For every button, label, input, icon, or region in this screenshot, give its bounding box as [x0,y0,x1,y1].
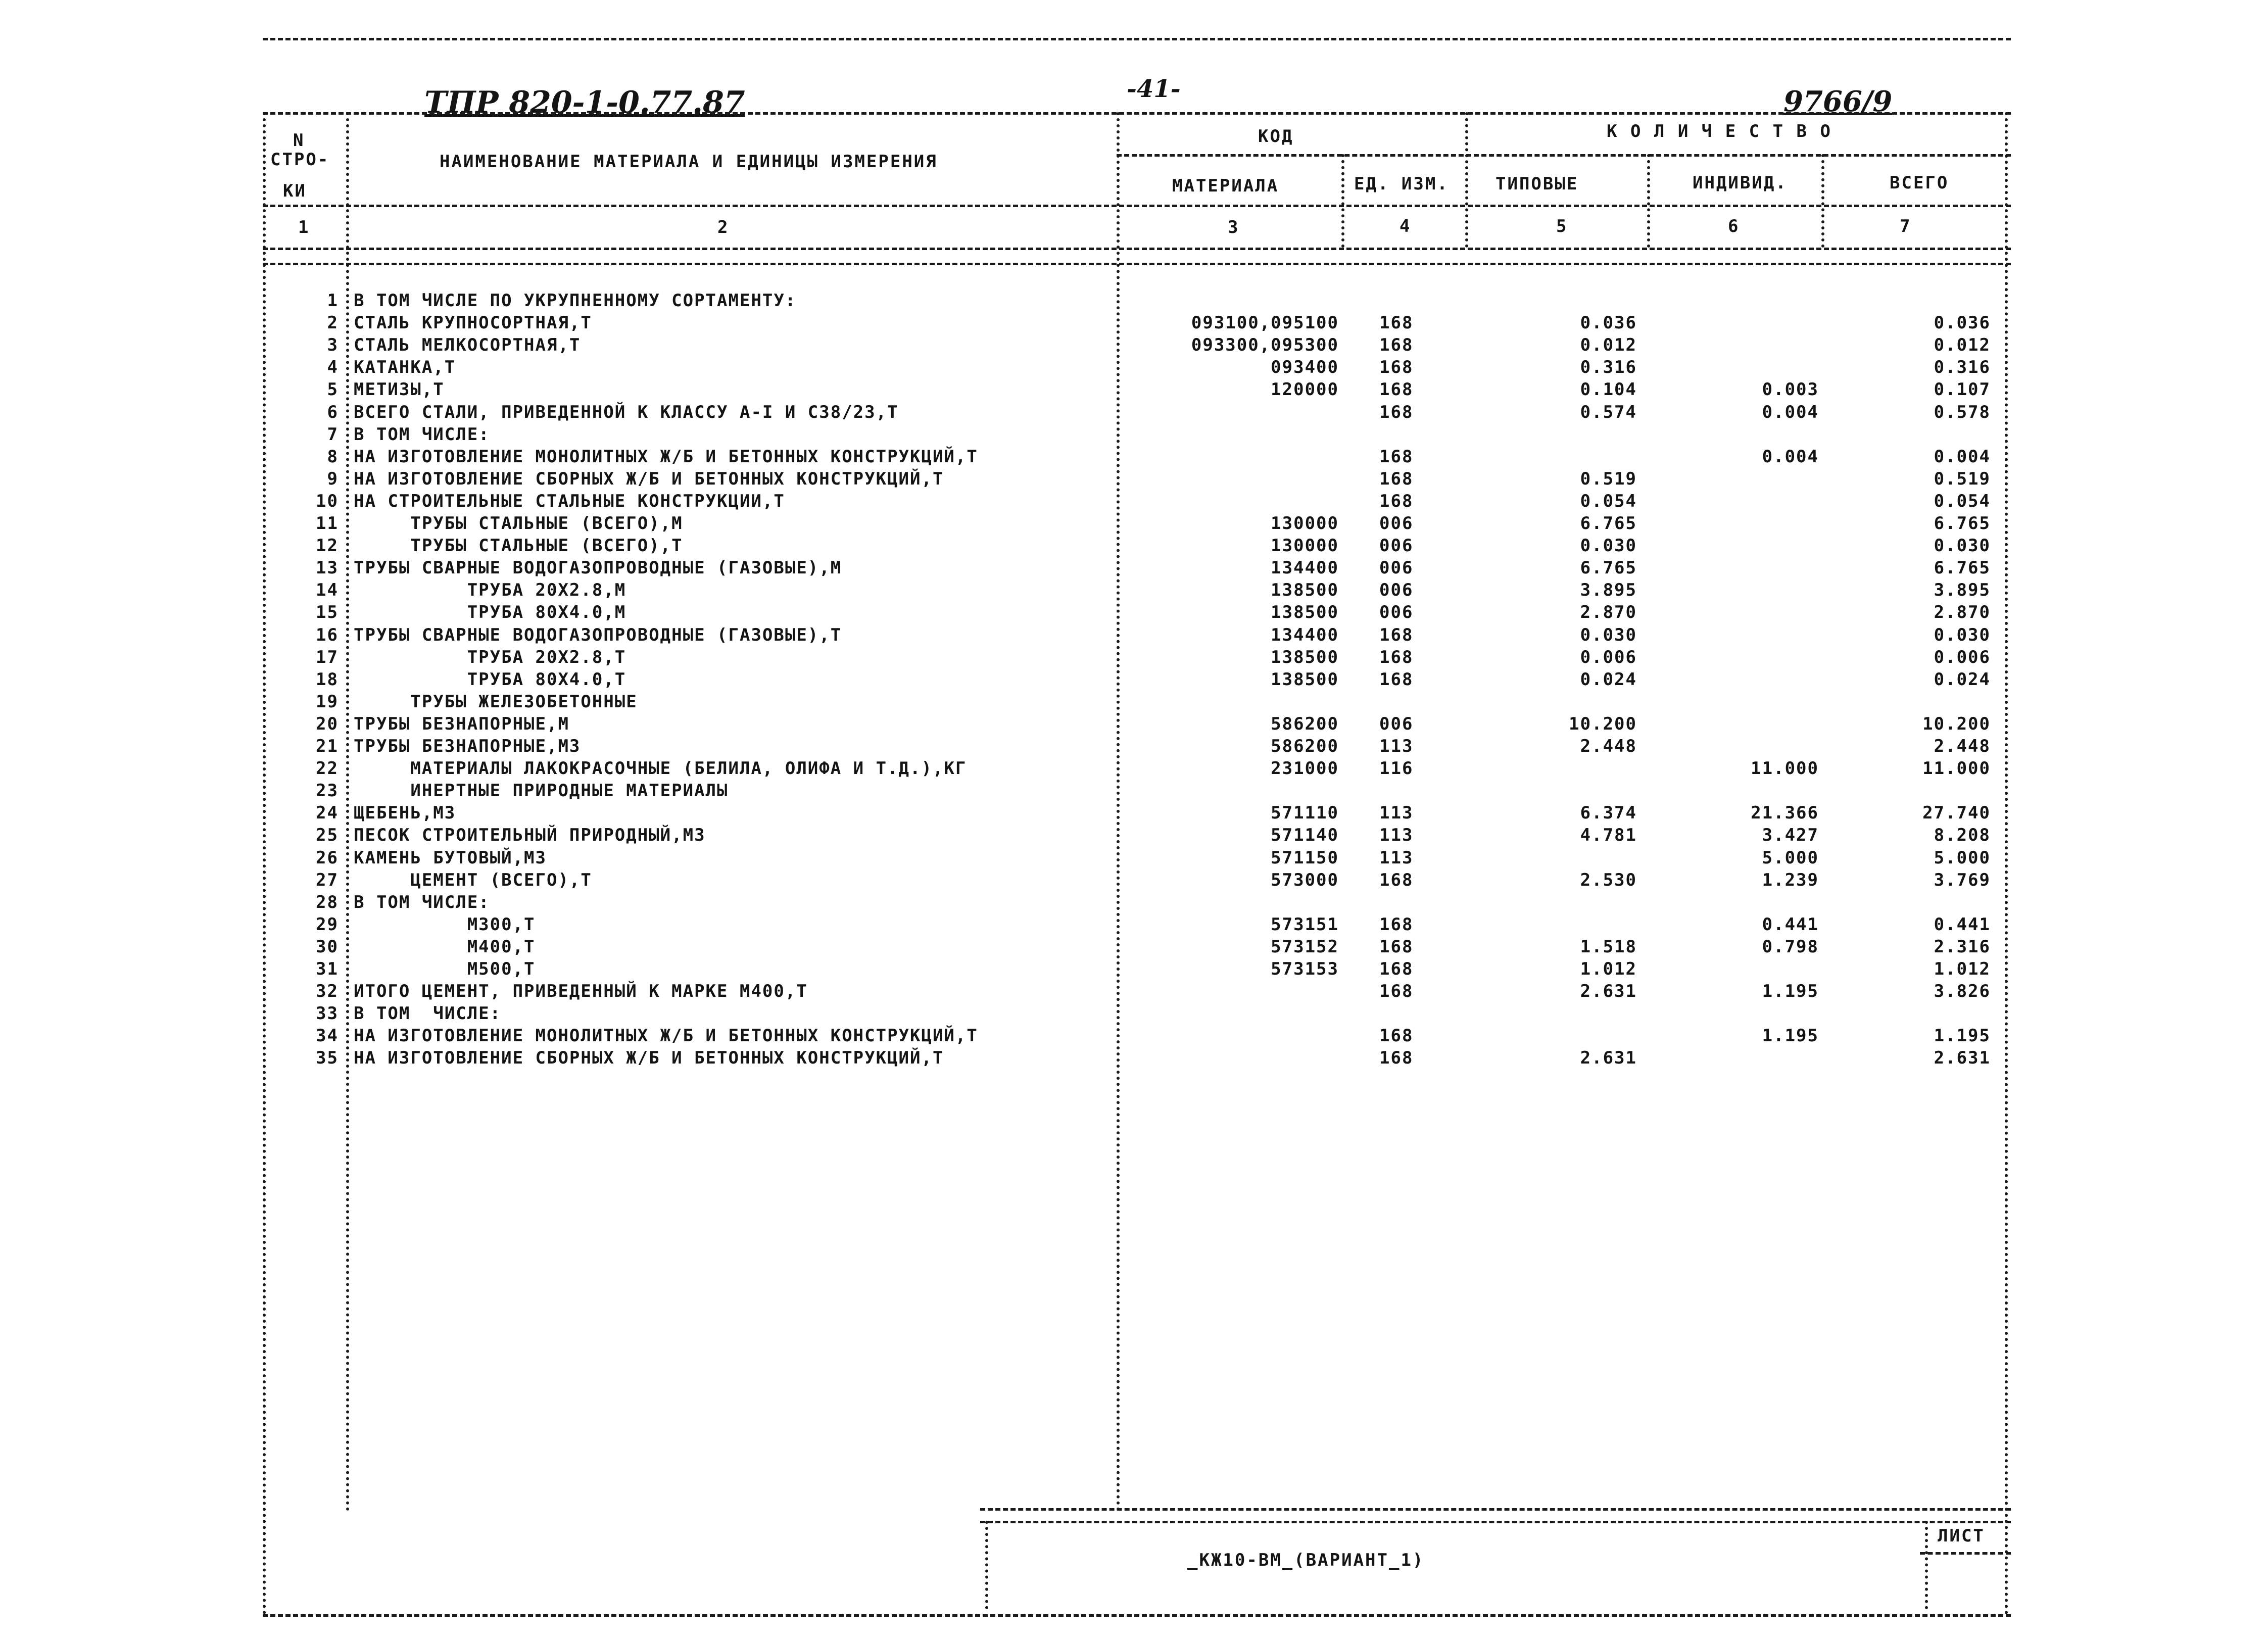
material-name: ТРУБА 80Х4.0,Т [354,669,626,690]
table-row [0,714,2268,736]
stamp-top-border [980,1508,2011,1511]
sheet-label: ЛИСТ [1938,1526,1985,1546]
unit-quantity-divider [1465,112,1468,248]
colnum-1: 1 [298,217,309,237]
material-code: 571110 [1271,803,1339,824]
table-row [0,291,2268,313]
table-row [0,536,2268,558]
material-code: 093300,095300 [1191,335,1339,356]
total-quantity: 3.826 [1934,981,1991,1002]
unit-code: 168 [1379,1048,1414,1069]
unit-code: 006 [1379,558,1414,578]
colnum-3: 3 [1228,217,1238,237]
table-row [0,669,2268,692]
table-row [0,625,2268,647]
typical-quantity: 0.030 [1580,536,1637,556]
table-row [0,1048,2268,1070]
total-quantity: 0.519 [1934,468,1991,489]
table-row [0,937,2268,959]
table-row [0,424,2268,447]
total-quantity: 27.740 [1922,803,1991,824]
typical-quantity: 2.530 [1580,870,1637,890]
total-quantity: 2.448 [1934,736,1991,756]
unit-code: 168 [1379,446,1414,467]
material-name: МАТЕРИАЛЫ ЛАКОКРАСОЧНЫЕ (БЕЛИЛА, ОЛИФА И Т.Д.),КГ [354,758,967,779]
material-name: В ТОМ ЧИСЛЕ: [354,424,490,445]
table-row [0,580,2268,602]
total-quantity: 0.316 [1934,357,1991,378]
unit-code: 168 [1379,491,1414,511]
table-row [0,848,2268,870]
row-number: 28 [316,892,339,912]
row-number: 12 [316,536,339,556]
unit-code: 168 [1379,335,1414,356]
page-number: -41- [1127,75,1181,103]
total-quantity: 2.316 [1934,936,1991,957]
table-row [0,357,2268,379]
row-number: 14 [316,580,339,601]
material-code: 138500 [1271,602,1339,623]
total-quantity: 0.054 [1934,491,1991,511]
table-row [0,981,2268,1003]
total-quantity: 1.012 [1934,959,1991,979]
material-code: 573000 [1271,870,1339,890]
material-code: 573151 [1271,914,1339,935]
material-code: 093100,095100 [1191,313,1339,333]
table-row [0,513,2268,536]
row-number: 20 [316,713,339,734]
typical-quantity: 1.012 [1580,959,1637,979]
row-number: 30 [316,936,339,957]
material-name: ТРУБА 20Х2.8,М [354,580,626,601]
typical-quantity: 0.519 [1580,468,1637,489]
material-code: 120000 [1271,379,1339,400]
row-number: 25 [316,825,339,846]
body-top-border [263,263,2011,265]
unit-code: 113 [1379,736,1414,756]
typical-quantity: 2.448 [1580,736,1637,756]
material-name: ТРУБЫ СВАРНЫЕ ВОДОГАЗОПРОВОДНЫЕ (ГАЗОВЫЕ),М [354,558,842,578]
typ-ind-divider [1647,154,1650,248]
typical-quantity: 0.104 [1580,379,1637,400]
total-quantity: 3.895 [1934,580,1991,601]
material-name: М500,Т [354,959,536,979]
individual-quantity: 0.003 [1762,379,1819,400]
total-quantity: 6.765 [1934,513,1991,534]
row-number: 17 [316,647,339,667]
total-quantity: 0.012 [1934,335,1991,356]
table-row [0,402,2268,424]
material-name: М400,Т [354,936,536,957]
individual-quantity: 5.000 [1762,847,1819,868]
row-number: 7 [327,424,339,445]
total-quantity: 3.769 [1934,870,1991,890]
material-name: СТАЛЬ КРУПНОСОРТНАЯ,Т [354,313,592,333]
header-code-material: МАТЕРИАЛА [1172,176,1279,196]
row-number: 9 [327,468,339,489]
material-name: НА ИЗГОТОВЛЕНИЕ СБОРНЫХ Ж/Б И БЕТОННЫХ КОНСТРУКЦИЙ,Т [354,468,944,489]
material-code: 586200 [1271,736,1339,756]
material-code: 130000 [1271,536,1339,556]
unit-code: 168 [1379,870,1414,890]
individual-quantity: 0.441 [1762,914,1819,935]
unit-code: 168 [1379,959,1414,979]
material-name: ЦЕМЕНТ (ВСЕГО),Т [354,870,592,890]
row-number: 29 [316,914,339,935]
typical-quantity: 6.765 [1580,558,1637,578]
total-quantity: 0.030 [1934,624,1991,645]
table-row [0,803,2268,825]
material-name: ИНЕРТНЫЕ ПРИРОДНЫЕ МАТЕРИАЛЫ [354,781,729,801]
row-number: 33 [316,1003,339,1024]
material-code: 138500 [1271,647,1339,667]
row-number: 34 [316,1026,339,1046]
table-row [0,313,2268,335]
table-row [0,379,2268,402]
typical-quantity: 0.006 [1580,647,1637,667]
material-name: ВСЕГО СТАЛИ, ПРИВЕДЕННОЙ К КЛАССУ А-I И С38/23,Т [354,402,899,422]
header-code-unit: ЕД. ИЗМ. [1354,174,1449,194]
unit-code: 168 [1379,914,1414,935]
material-code: 138500 [1271,580,1339,601]
row-number: 26 [316,847,339,868]
row-number: 15 [316,602,339,623]
typical-quantity: 6.765 [1580,513,1637,534]
unit-code: 006 [1379,713,1414,734]
material-name: В ТОМ ЧИСЛЕ ПО УКРУПНЕННОМУ СОРТАМЕНТУ: [354,291,797,311]
individual-quantity: 0.798 [1762,936,1819,957]
individual-quantity: 3.427 [1762,825,1819,846]
total-quantity: 2.870 [1934,602,1991,623]
row-number: 13 [316,558,339,578]
table-row [0,914,2268,937]
individual-quantity: 1.195 [1762,1026,1819,1046]
unit-code: 168 [1379,468,1414,489]
sheet-box-divider [1920,1552,2011,1555]
colnum-4: 4 [1400,216,1410,236]
material-name: МЕТИЗЫ,Т [354,379,445,400]
typical-quantity: 0.024 [1580,669,1637,690]
total-quantity: 1.195 [1934,1026,1991,1046]
typical-quantity: 0.036 [1580,313,1637,333]
unit-code: 006 [1379,536,1414,556]
material-code: 134400 [1271,558,1339,578]
unit-code: 168 [1379,647,1414,667]
typical-quantity: 6.374 [1580,803,1637,824]
code-unit-divider [1341,154,1344,248]
material-name: ПЕСОК СТРОИТЕЛЬНЫЙ ПРИРОДНЫЙ,М3 [354,825,706,846]
typical-quantity: 1.518 [1580,936,1637,957]
table-row [0,558,2268,580]
material-code: 138500 [1271,669,1339,690]
header-rownum-line3: КИ [283,181,307,201]
material-name: ЩЕБЕНЬ,М3 [354,803,456,824]
row-number: 8 [327,446,339,467]
document-code: ТПР 820-1-0.77.87 [424,85,745,120]
total-quantity: 0.578 [1934,402,1991,422]
header-typical: ТИПОВЫЕ [1495,174,1579,194]
row-number: 32 [316,981,339,1002]
row-number: 19 [316,691,339,712]
material-name: ТРУБЫ БЕЗНАПОРНЫЕ,М3 [354,736,581,756]
unit-code: 168 [1379,379,1414,400]
table-bottom-border [263,1614,2011,1617]
header-quantity: К О Л И Ч Е С Т В О [1607,121,1832,141]
individual-quantity: 1.195 [1762,981,1819,1002]
sheet-reference: 9766/9 [1783,85,1893,118]
table-row [0,870,2268,892]
table-row [0,1003,2268,1026]
material-name: ТРУБЫ ЖЕЛЕЗОБЕТОННЫЕ [354,691,638,712]
total-quantity: 11.000 [1922,758,1991,779]
material-code: 571140 [1271,825,1339,846]
total-quantity: 0.107 [1934,379,1991,400]
row-number: 1 [327,291,339,311]
typical-quantity: 0.054 [1580,491,1637,511]
colnum-5: 5 [1556,216,1567,236]
typical-quantity: 2.870 [1580,602,1637,623]
table-row [0,959,2268,981]
total-quantity: 0.024 [1934,669,1991,690]
colnum-2: 2 [717,217,728,237]
colnum-6: 6 [1728,216,1739,236]
header-divider-2 [263,205,2011,207]
typical-quantity: 2.631 [1580,1048,1637,1069]
row-number: 6 [327,402,339,422]
material-code: 231000 [1271,758,1339,779]
header-divider-1 [1117,154,2011,157]
row-number: 4 [327,357,339,378]
table-row [0,692,2268,714]
top-scan-line [263,38,2011,40]
material-name: КАМЕНЬ БУТОВЫЙ,М3 [354,847,547,868]
material-code: 573153 [1271,959,1339,979]
row-number: 10 [316,491,339,511]
row-number: 31 [316,959,339,979]
sheet-box-left-border [1925,1521,1928,1609]
material-name: НА СТРОИТЕЛЬНЫЕ СТАЛЬНЫЕ КОНСТРУКЦИИ,Т [354,491,785,511]
row-number: 16 [316,624,339,645]
table-row [0,781,2268,803]
row-number: 2 [327,313,339,333]
individual-quantity: 1.239 [1762,870,1819,890]
typical-quantity: 4.781 [1580,825,1637,846]
unit-code: 168 [1379,981,1414,1002]
header-total: ВСЕГО [1890,173,1949,193]
row-number: 3 [327,335,339,356]
stamp-inner-border [980,1521,2011,1523]
total-quantity: 10.200 [1922,713,1991,734]
material-name: М300,Т [354,914,536,935]
material-name: В ТОМ ЧИСЛЕ: [354,892,490,912]
table-row [0,892,2268,914]
unit-code: 168 [1379,402,1414,422]
unit-code: 006 [1379,513,1414,534]
table-row [0,736,2268,758]
typical-quantity: 10.200 [1569,713,1637,734]
unit-code: 168 [1379,357,1414,378]
total-quantity: 0.004 [1934,446,1991,467]
table-row [0,447,2268,469]
header-rownum-line2: СТРО- [270,150,330,170]
colnum-7: 7 [1900,216,1910,236]
typical-quantity: 3.895 [1580,580,1637,601]
row-number: 21 [316,736,339,756]
material-name: НА ИЗГОТОВЛЕНИЕ МОНОЛИТНЫХ Ж/Б И БЕТОННЫХ КОНСТРУКЦИЙ,Т [354,446,978,467]
unit-code: 113 [1379,825,1414,846]
total-quantity: 5.000 [1934,847,1991,868]
total-quantity: 0.030 [1934,536,1991,556]
unit-code: 116 [1379,758,1414,779]
unit-code: 113 [1379,847,1414,868]
total-quantity: 0.036 [1934,313,1991,333]
total-quantity: 0.006 [1934,647,1991,667]
row-number: 18 [316,669,339,690]
typical-quantity: 0.030 [1580,624,1637,645]
material-code: 093400 [1271,357,1339,378]
unit-code: 006 [1379,602,1414,623]
total-quantity: 0.441 [1934,914,1991,935]
material-name: ТРУБЫ СВАРНЫЕ ВОДОГАЗОПРОВОДНЫЕ (ГАЗОВЫЕ),Т [354,624,842,645]
material-name: ТРУБЫ БЕЗНАПОРНЫЕ,М [354,713,569,734]
ind-total-divider [1821,154,1824,248]
row-number: 5 [327,379,339,400]
individual-quantity: 21.366 [1751,803,1819,824]
material-code: 573152 [1271,936,1339,957]
row-number: 24 [316,803,339,824]
table-row [0,758,2268,781]
unit-code: 168 [1379,1026,1414,1046]
material-name: ТРУБА 80Х4.0,М [354,602,626,623]
header-material-name: НАИМЕНОВАНИЕ МАТЕРИАЛА И ЕДИНИЦЫ ИЗМЕРЕНИЯ [440,152,938,172]
typical-quantity: 2.631 [1580,981,1637,1002]
individual-quantity: 0.004 [1762,402,1819,422]
row-number: 35 [316,1048,339,1069]
material-name: СТАЛЬ МЕЛКОСОРТНАЯ,Т [354,335,581,356]
material-code: 586200 [1271,713,1339,734]
individual-quantity: 11.000 [1751,758,1819,779]
table-row [0,335,2268,357]
header-divider-3 [263,248,2011,250]
unit-code: 168 [1379,313,1414,333]
material-code: 571150 [1271,847,1339,868]
table-row [0,602,2268,624]
total-quantity: 8.208 [1934,825,1991,846]
table-row [0,469,2268,491]
material-name: В ТОМ ЧИСЛЕ: [354,1003,502,1024]
row-number: 27 [316,870,339,890]
typical-quantity: 0.574 [1580,402,1637,422]
material-code: 130000 [1271,513,1339,534]
stamp-left-border [985,1521,988,1609]
material-name: КАТАНКА,Т [354,357,456,378]
material-name: ТРУБЫ СТАЛЬНЫЕ (ВСЕГО),Т [354,536,683,556]
typical-quantity: 0.316 [1580,357,1637,378]
unit-code: 168 [1379,669,1414,690]
unit-code: 168 [1379,624,1414,645]
material-name: ИТОГО ЦЕМЕНТ, ПРИВЕДЕННЫЙ К МАРКЕ М400,Т [354,981,808,1002]
unit-code: 006 [1379,580,1414,601]
total-quantity: 6.765 [1934,558,1991,578]
unit-code: 168 [1379,936,1414,957]
header-rownum-line1: N [293,130,305,151]
individual-quantity: 0.004 [1762,446,1819,467]
material-name: НА ИЗГОТОВЛЕНИЕ СБОРНЫХ Ж/Б И БЕТОННЫХ КОНСТРУКЦИЙ,Т [354,1048,944,1069]
stamp-designation: _КЖ10-ВМ_(ВАРИАНТ_1) [1187,1550,1425,1570]
material-name: НА ИЗГОТОВЛЕНИЕ МОНОЛИТНЫХ Ж/Б И БЕТОННЫХ КОНСТРУКЦИЙ,Т [354,1026,978,1046]
table-row [0,647,2268,669]
table-row [0,1026,2268,1048]
material-name: ТРУБЫ СТАЛЬНЫЕ (ВСЕГО),М [354,513,683,534]
unit-code: 113 [1379,803,1414,824]
table-row [0,825,2268,847]
total-quantity: 2.631 [1934,1048,1991,1069]
material-code: 134400 [1271,624,1339,645]
row-number: 23 [316,781,339,801]
table-top-border [263,112,2011,115]
material-name: ТРУБА 20Х2.8,Т [354,647,626,667]
row-number: 11 [316,513,339,534]
typical-quantity: 0.012 [1580,335,1637,356]
row-number: 22 [316,758,339,779]
header-code: КОД [1258,126,1294,147]
header-individual: ИНДИВИД. [1693,173,1788,193]
table-row [0,491,2268,513]
